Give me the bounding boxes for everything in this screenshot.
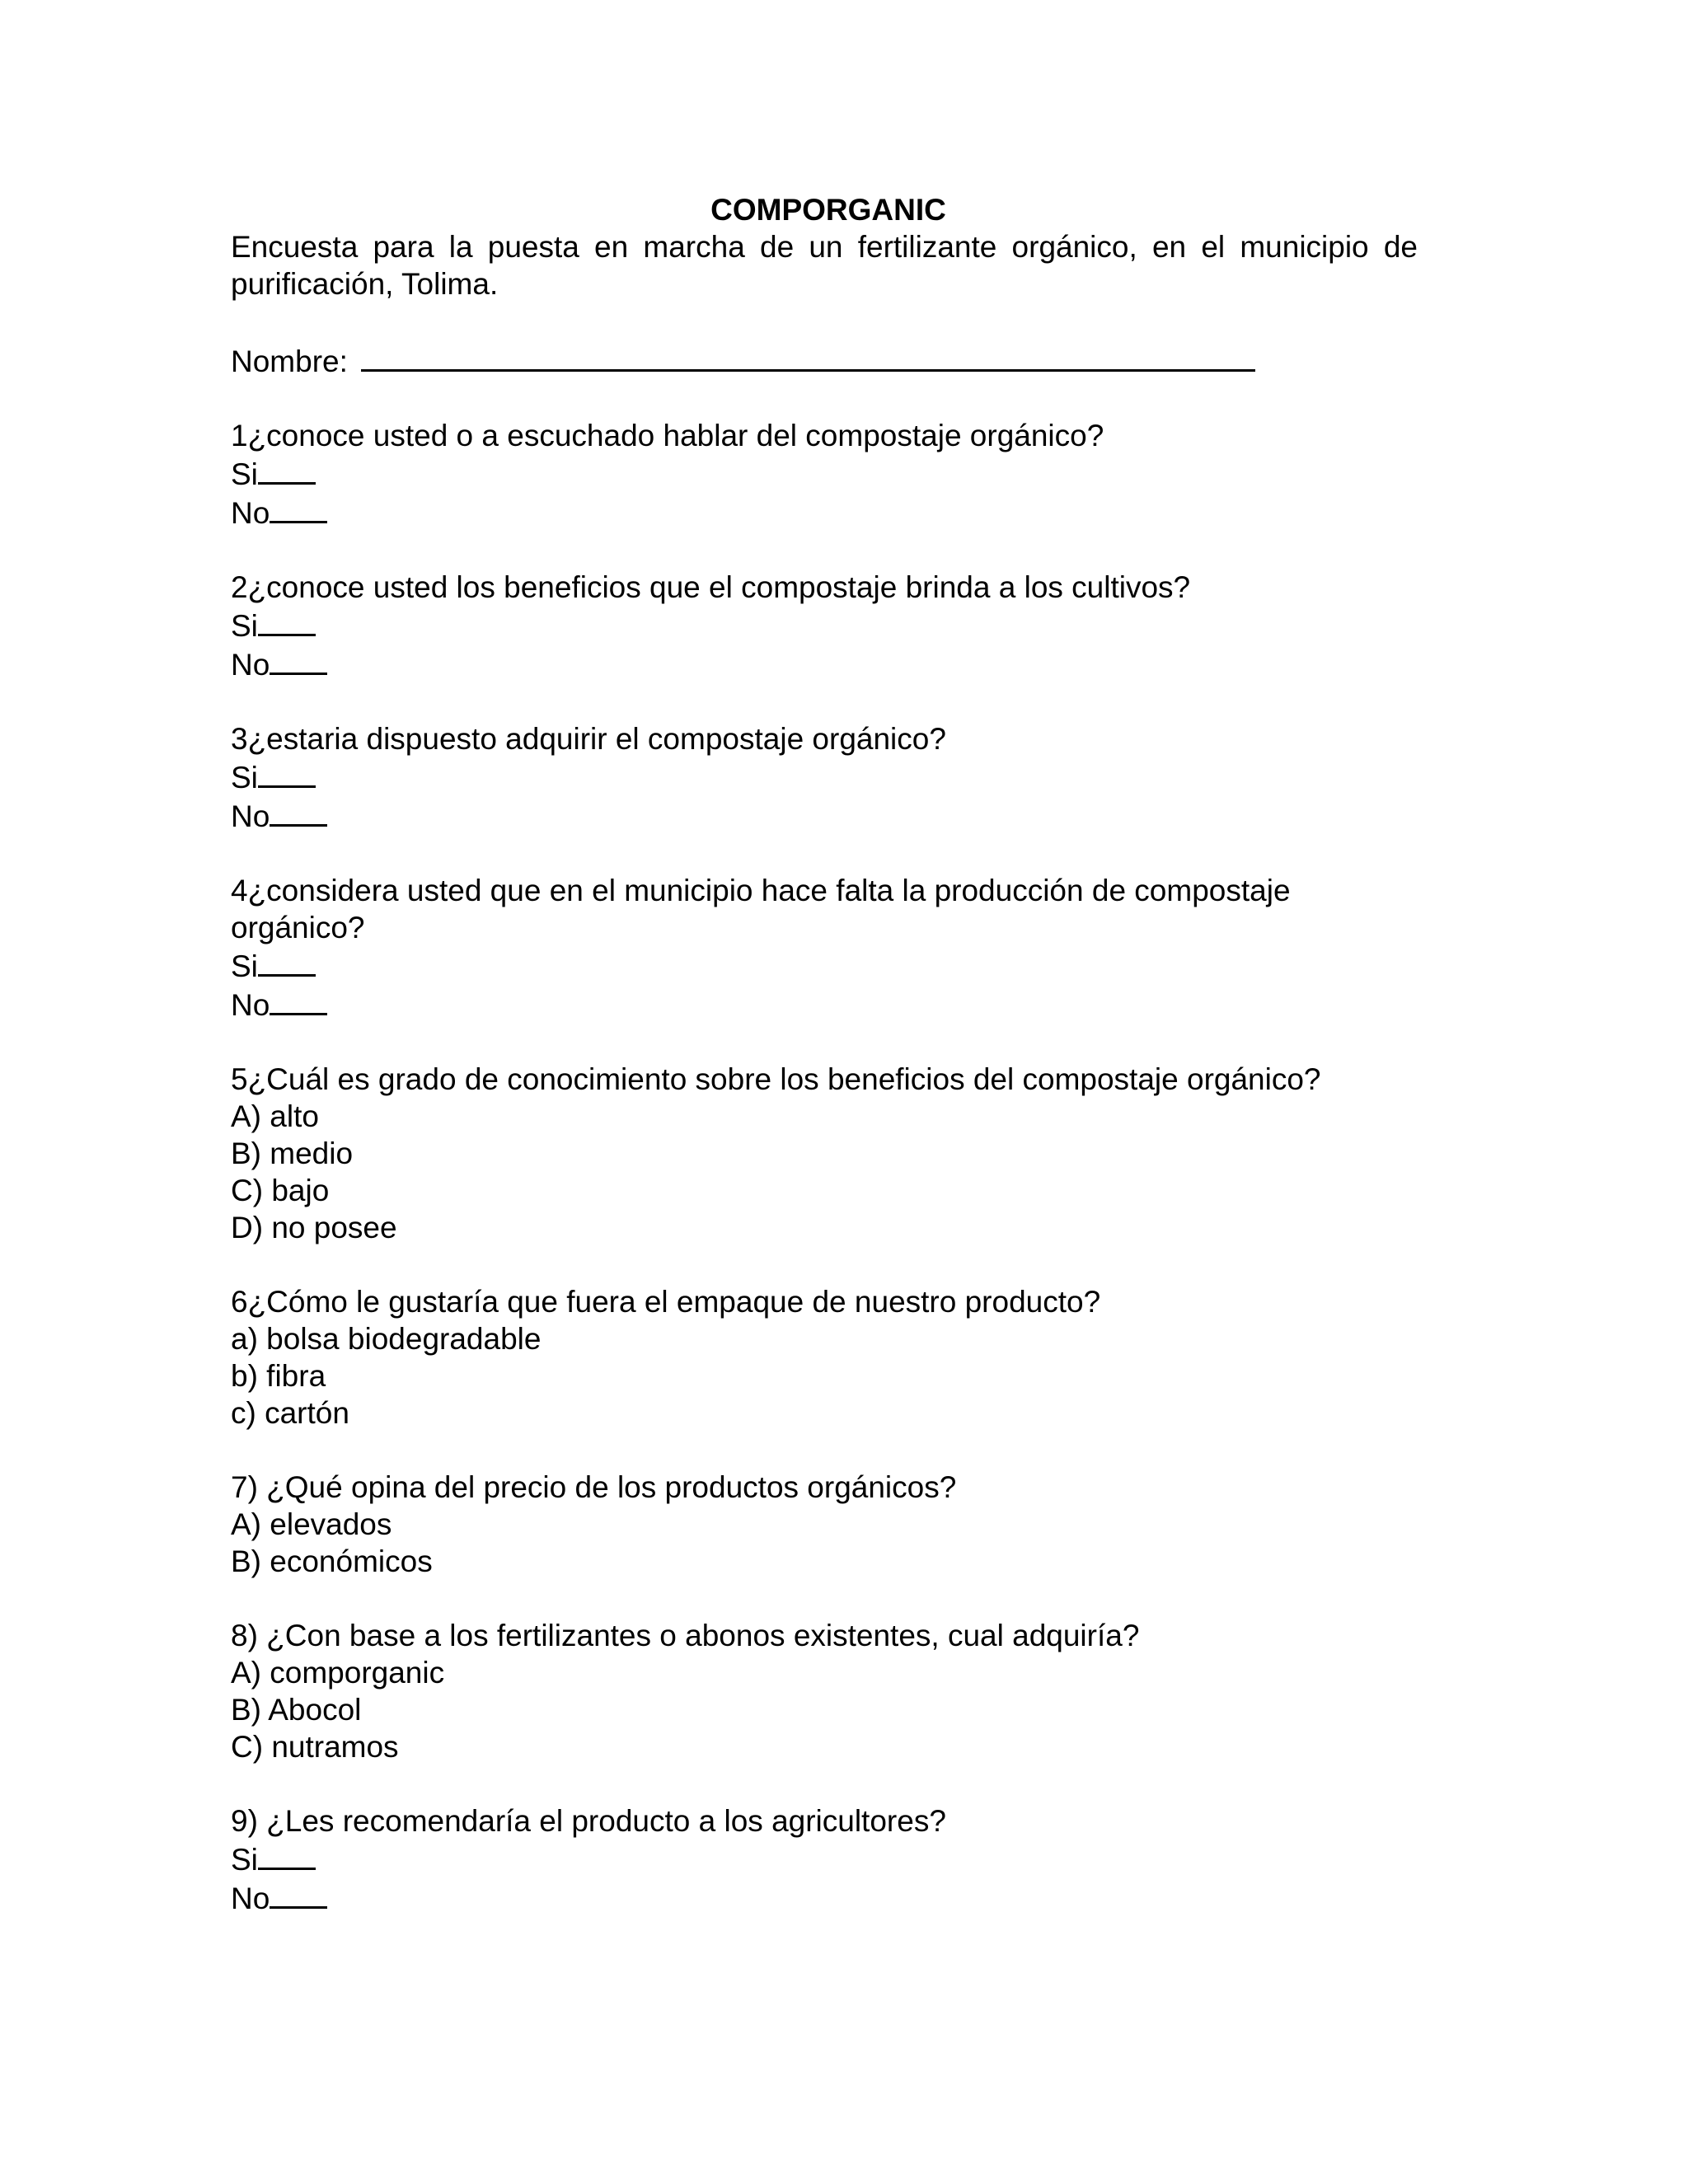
- spacer: [231, 1246, 1418, 1283]
- question-6: [231, 1283, 1418, 1432]
- option-b[interactable]: B) económicos: [231, 1544, 433, 1578]
- option-si[interactable]: Si: [231, 606, 1418, 644]
- question-7: [231, 1469, 1418, 1580]
- option-b[interactable]: b) fibra: [231, 1359, 326, 1393]
- option-no[interactable]: No: [231, 1878, 1418, 1917]
- question-1: [231, 417, 1418, 532]
- question-text: 8) ¿Con base a los fertilizantes o abonos existentes, cual adquiría?: [231, 1619, 1140, 1652]
- survey-page: [231, 191, 1418, 1917]
- option-c[interactable]: C) nutramos: [231, 1730, 399, 1764]
- option-no[interactable]: No: [231, 985, 1418, 1024]
- spacer: [231, 1024, 1418, 1061]
- option-si[interactable]: Si: [231, 454, 1418, 493]
- spacer: [231, 1765, 1418, 1802]
- question-2: [231, 569, 1418, 683]
- option-si[interactable]: Si: [231, 946, 1418, 985]
- question-text: 2¿conoce usted los beneficios que el compostaje brinda a los cultivos?: [231, 570, 1191, 604]
- name-label: Nombre:: [231, 344, 348, 378]
- spacer: [231, 683, 1418, 720]
- question-text: 6¿Cómo le gustaría que fuera el empaque de nuestro producto?: [231, 1285, 1101, 1319]
- option-no[interactable]: No: [231, 644, 1418, 683]
- option-b[interactable]: B) Abocol: [231, 1693, 362, 1727]
- answer-blank[interactable]: [270, 796, 327, 827]
- question-3: [231, 720, 1418, 835]
- question-text: 7) ¿Qué opina del precio de los productos orgánicos?: [231, 1470, 957, 1504]
- survey-intro: Encuesta para la puesta en marcha de un fertilizante orgánico, en el municipio de purificación, Tolima.: [231, 230, 1418, 301]
- option-si[interactable]: Si: [231, 1840, 1418, 1878]
- name-blank-line[interactable]: [361, 340, 1255, 372]
- answer-blank[interactable]: [258, 1840, 316, 1870]
- question-8: [231, 1617, 1418, 1765]
- answer-blank[interactable]: [270, 1878, 327, 1909]
- question-text: 1¿conoce usted o a escuchado hablar del compostaje orgánico?: [231, 419, 1104, 452]
- answer-blank[interactable]: [258, 757, 316, 788]
- spacer: [231, 380, 1418, 417]
- question-text: 5¿Cuál es grado de conocimiento sobre los beneficios del compostaje orgánico?: [231, 1062, 1321, 1096]
- answer-blank[interactable]: [270, 985, 327, 1015]
- option-b[interactable]: B) medio: [231, 1137, 354, 1170]
- answer-blank[interactable]: [258, 606, 316, 636]
- option-c[interactable]: C) bajo: [231, 1174, 330, 1207]
- spacer: [231, 835, 1418, 872]
- option-a[interactable]: a) bolsa biodegradable: [231, 1322, 542, 1356]
- answer-blank[interactable]: [258, 454, 316, 485]
- spacer: [231, 532, 1418, 569]
- option-d[interactable]: D) no posee: [231, 1211, 397, 1244]
- spacer: [231, 302, 1418, 340]
- option-no[interactable]: No: [231, 493, 1418, 532]
- question-text: 9) ¿Les recomendaría el producto a los agricultores?: [231, 1804, 946, 1838]
- spacer: [231, 1580, 1418, 1617]
- option-c[interactable]: c) cartón: [231, 1396, 349, 1430]
- answer-blank[interactable]: [258, 946, 316, 977]
- answer-blank[interactable]: [270, 493, 327, 523]
- option-a[interactable]: A) alto: [231, 1099, 319, 1133]
- document-title: COMPORGANIC: [710, 193, 946, 227]
- option-a[interactable]: A) comporganic: [231, 1656, 445, 1690]
- option-si[interactable]: Si: [231, 757, 1418, 796]
- question-9: [231, 1802, 1418, 1917]
- question-text: 3¿estaria dispuesto adquirir el compostaje orgánico?: [231, 722, 946, 756]
- question-text: 4¿considera usted que en el municipio hace falta la producción de compostaje orgánico?: [231, 874, 1291, 944]
- spacer: [231, 1432, 1418, 1469]
- answer-blank[interactable]: [270, 644, 327, 675]
- question-5: [231, 1061, 1418, 1246]
- option-a[interactable]: A) elevados: [231, 1507, 392, 1541]
- option-no[interactable]: No: [231, 796, 1418, 835]
- question-4: [231, 872, 1418, 1024]
- name-field-row: [231, 340, 1418, 380]
